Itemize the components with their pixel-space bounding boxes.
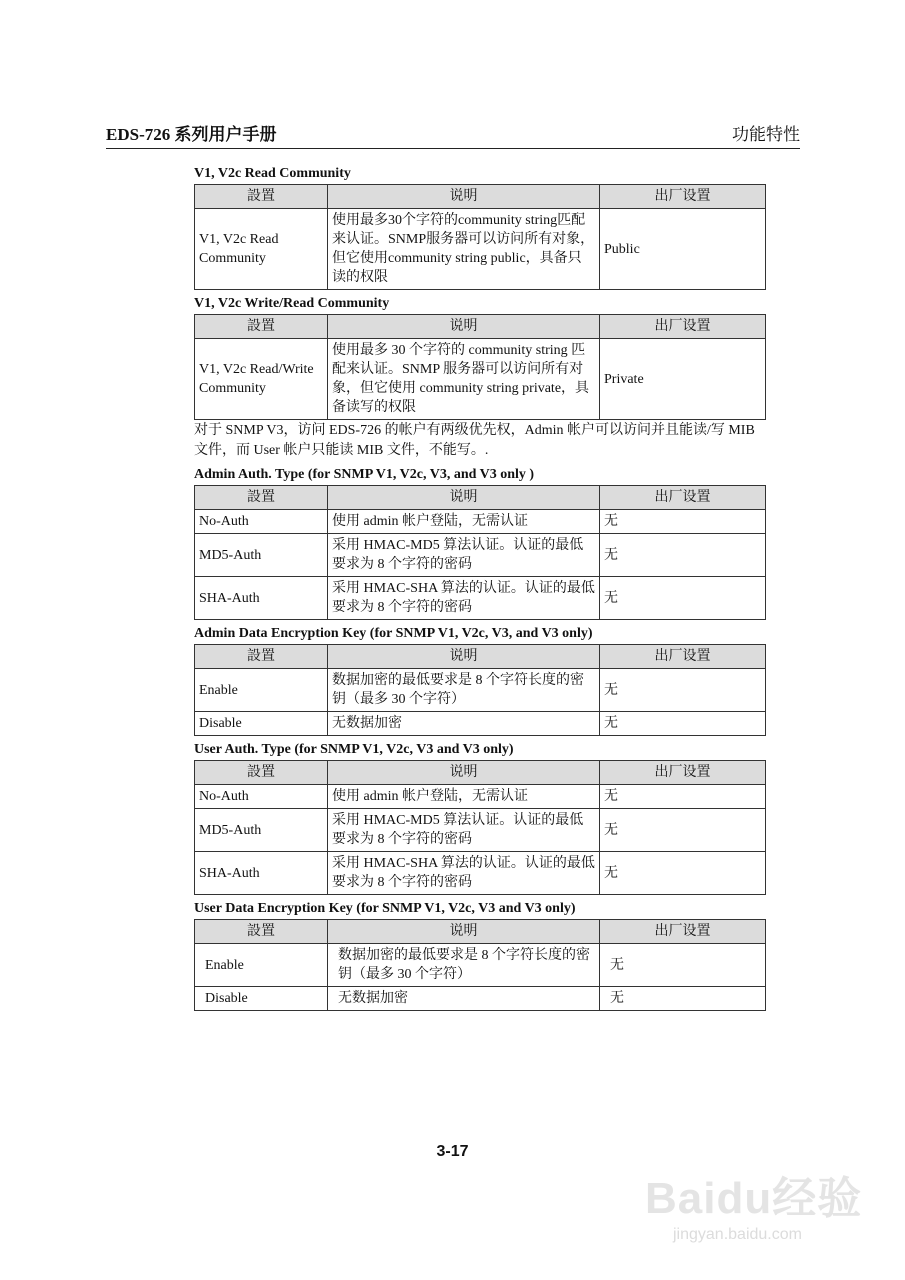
table-header-row: [195, 185, 766, 209]
table-row: [195, 209, 766, 290]
col-desc: 说明: [328, 315, 600, 339]
manual-title: EDS-726 系列用户手册: [106, 125, 277, 144]
cell-default: Private: [600, 339, 766, 420]
section-title: V1, V2c Write/Read Community: [194, 296, 390, 311]
page-content: [194, 164, 766, 1011]
cell-desc: 采用 HMAC-MD5 算法认证。认证的最低要求为 8 个字符的密码: [328, 534, 600, 577]
table-row: [195, 712, 766, 736]
cell-desc: 使用 admin 帐户登陆，无需认证: [328, 785, 600, 809]
section-title: User Auth. Type (for SNMP V1, V2c, V3 and V3 only): [194, 742, 514, 757]
settings-table: [194, 644, 766, 736]
cell-desc: 使用 admin 帐户登陆，无需认证: [328, 510, 600, 534]
baidu-logo: Baidu经验: [645, 1174, 863, 1223]
col-desc: 说明: [328, 645, 600, 669]
cell-default: 无: [600, 712, 766, 736]
cell-desc: 数据加密的最低要求是 8 个字符长度的密钥（最多 30 个字符）: [328, 944, 600, 987]
table-row: [195, 809, 766, 852]
cell-default: 无: [600, 785, 766, 809]
cell-setting: MD5-Auth: [195, 534, 328, 577]
table-row: [195, 339, 766, 420]
col-default: 出厂设置: [600, 486, 766, 510]
col-setting: 設置: [195, 486, 328, 510]
col-desc: 说明: [328, 185, 600, 209]
settings-table: [194, 919, 766, 1011]
cell-default: 无: [600, 510, 766, 534]
col-desc: 说明: [328, 761, 600, 785]
cell-default: 无: [600, 577, 766, 620]
cell-setting: V1, V2c Read/Write Community: [195, 339, 328, 420]
cell-desc: 使用最多30个字符的community string匹配来认证。SNMP服务器可以访问所有对象，但它使用community string public，具备只读的权限: [328, 209, 600, 290]
col-default: 出厂设置: [600, 920, 766, 944]
table-header-row: [195, 315, 766, 339]
settings-table: [194, 184, 766, 290]
col-setting: 設置: [195, 761, 328, 785]
cell-desc: 采用 HMAC-SHA 算法的认证。认证的最低要求为 8 个字符的密码: [328, 852, 600, 895]
cell-setting: MD5-Auth: [195, 809, 328, 852]
table-row: [195, 669, 766, 712]
cell-default: 无: [600, 987, 766, 1011]
col-setting: 設置: [195, 645, 328, 669]
section-title: Admin Auth. Type (for SNMP V1, V2c, V3, and V3 only ): [194, 467, 535, 482]
table-row: [195, 785, 766, 809]
col-default: 出厂设置: [600, 315, 766, 339]
table-row: [195, 577, 766, 620]
cell-desc: 数据加密的最低要求是 8 个字符长度的密钥（最多 30 个字符）: [328, 669, 600, 712]
col-desc: 说明: [328, 486, 600, 510]
table-row: [195, 534, 766, 577]
cell-setting: Disable: [195, 987, 328, 1011]
cell-default: 无: [600, 669, 766, 712]
cell-desc: 采用 HMAC-SHA 算法的认证。认证的最低要求为 8 个字符的密码: [328, 577, 600, 620]
cell-setting: Enable: [195, 669, 328, 712]
table-row: [195, 944, 766, 987]
cell-desc: 无数据加密: [328, 712, 600, 736]
page-header: [106, 122, 800, 149]
section-title: User Data Encryption Key (for SNMP V1, V2c, V3 and V3 only): [194, 901, 576, 916]
baidu-watermark: [645, 1148, 865, 1258]
table-row: [195, 852, 766, 895]
cell-setting: SHA-Auth: [195, 852, 328, 895]
col-setting: 設置: [195, 920, 328, 944]
cell-setting: SHA-Auth: [195, 577, 328, 620]
cell-desc: 使用最多 30 个字符的 community string 匹配来认证。SNMP 服务器可以访问所有对象，但它使用 community string private，具备读写的权限: [328, 339, 600, 420]
watermark-url: jingyan.baidu.com: [673, 1226, 802, 1243]
table-row: [195, 510, 766, 534]
col-default: 出厂设置: [600, 645, 766, 669]
settings-table: [194, 760, 766, 895]
section-title: Admin Data Encryption Key (for SNMP V1, V2c, V3, and V3 only): [194, 626, 593, 641]
cell-default: 无: [600, 534, 766, 577]
cell-default: Public: [600, 209, 766, 290]
cell-setting: Enable: [195, 944, 328, 987]
col-default: 出厂设置: [600, 761, 766, 785]
col-setting: 設置: [195, 315, 328, 339]
cell-setting: No-Auth: [195, 510, 328, 534]
settings-table: [194, 314, 766, 420]
settings-table: [194, 485, 766, 620]
cell-default: 无: [600, 944, 766, 987]
col-setting: 設置: [195, 185, 328, 209]
cell-desc: 无数据加密: [328, 987, 600, 1011]
cell-default: 无: [600, 809, 766, 852]
table-header-row: [195, 486, 766, 510]
snmp-v3-note: 对于 SNMP V3，访问 EDS-726 的帐户有两级优先权，Admin 帐户可以访问并且能读/写 MIB 文件，而 User 帐户只能读 MIB 文件，不能写。.: [194, 423, 755, 458]
table-header-row: [195, 645, 766, 669]
cell-setting: Disable: [195, 712, 328, 736]
cell-desc: 采用 HMAC-MD5 算法认证。认证的最低要求为 8 个字符的密码: [328, 809, 600, 852]
table-header-row: [195, 761, 766, 785]
page-number: 3-17: [436, 1143, 469, 1160]
table-row: [195, 987, 766, 1011]
col-desc: 说明: [328, 920, 600, 944]
cell-default: 无: [600, 852, 766, 895]
table-header-row: [195, 920, 766, 944]
cell-setting: V1, V2c Read Community: [195, 209, 328, 290]
chapter-title: 功能特性: [732, 125, 800, 144]
col-default: 出厂设置: [600, 185, 766, 209]
cell-setting: No-Auth: [195, 785, 328, 809]
section-title: V1, V2c Read Community: [194, 166, 351, 181]
